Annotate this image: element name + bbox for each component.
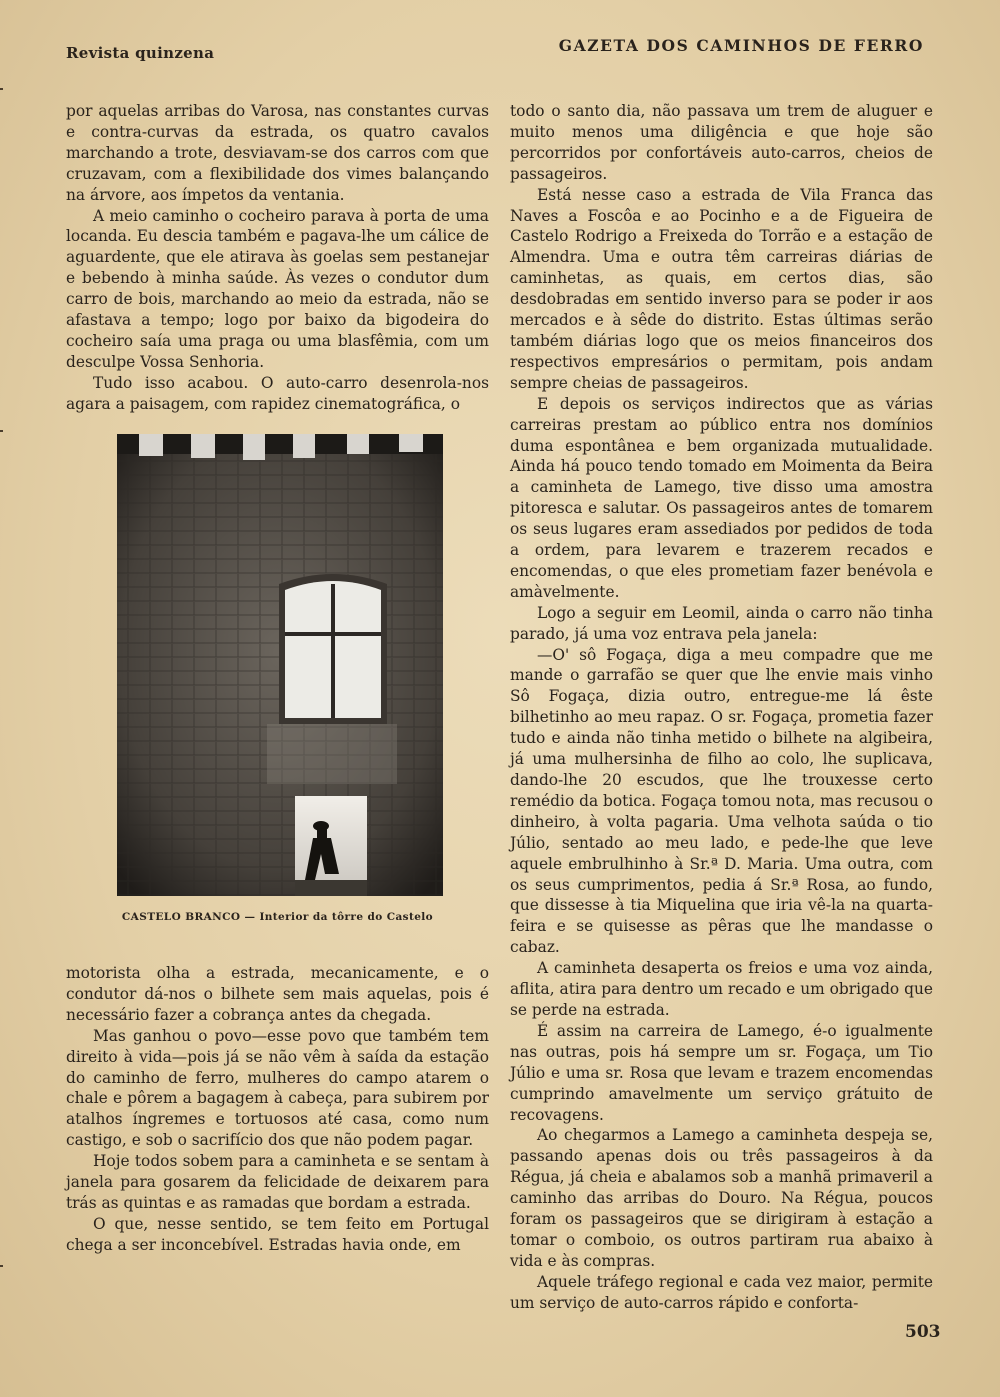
- castle-tower-photo: [117, 434, 443, 896]
- paragraph: Aquele tráfego regional e cada vez maior, permite um serviço de auto-carros rápido e conforta-: [510, 1272, 933, 1312]
- paragraph: É assim na carreira de Lamego, é-o igualmente nas outras, pois há sempre um sr. Fogaça, um Tio Júlio e uma sr. Rosa que levam e trazem encomendas cumprindo amavelmente um serviço grátuito de recovagens.: [510, 1021, 933, 1124]
- binding-mark: [0, 88, 3, 90]
- binding-mark: [0, 430, 3, 432]
- paragraph: Mas ganhou o povo—esse povo que também tem direito à vida—pois já se não vêm à saída da estação do caminho de ferro, mulheres do campo atarem o chale e pôrem a bagagem à cabeça, para subirem por atalhos íngremes e tortuosos até casa, como num castigo, e sob o sacrifício dos que não podem pagar.: [66, 1026, 489, 1150]
- paragraph: Ao chegarmos a Lamego a caminheta despeja se, passando apenas dois ou três passageiros à da Régua, já cheia e abalamos sob a manhã primaveril a caminho das arribas do Douro. Na Régua, poucos foram os passageiros que se dirigiram à estação a tomar o comboio, os outros partiram rua abaixo à vida e às compras.: [510, 1126, 933, 1270]
- paragraph: por aquelas arribas do Varosa, nas constantes curvas e contra-curvas da estrada, os quatro cavalos marchando a trote, desviavam-se dos carros com que cruzavam, com a flexibilidade dos vimes balançando na árvore, aos ímpetos da ventania.: [66, 102, 489, 204]
- paragraph: motorista olha a estrada, mecanicamente, e o condutor dá-nos o bilhete sem mais aquelas, pois é necessário fazer a cobrança antes da chegada.: [66, 964, 489, 1024]
- running-header-right: GAZETA DOS CAMINHOS DE FERRO: [558, 36, 924, 55]
- paragraph: Logo a seguir em Leomil, ainda o carro não tinha parado, já uma voz entrava pela janela:: [510, 603, 933, 643]
- paragraph: Tudo isso acabou. O auto-carro desenrola-nos agara a paisagem, com rapidez cinematográfica, o: [66, 373, 489, 413]
- page-number: 503: [905, 1322, 941, 1342]
- figure-caption: CASTELO BRANCO — Interior da tôrre do Castelo: [121, 911, 434, 923]
- paragraph: A caminheta desaperta os freios e uma voz ainda, aflita, atira para dentro um recado e um obrigado que se perde na estrada.: [510, 959, 933, 1019]
- running-header-left: Revista quinzena: [66, 44, 215, 62]
- paragraph: E depois os serviços indirectos que as várias carreiras prestam ao público entra nos domínios duma espontânea e bem organizada mutualidade. Ainda há pouco tendo tomado em Moimenta da Beira a caminheta de Lamego, tive disso uma amostra pitoresca e salutar. Os passageiros antes de tomarem os seus lugares eram assediados por pedidos de toda a ordem, para levarem e trazerem recados e encomendas, o que eles prometiam fazer benévola e amàvelmente.: [510, 394, 933, 601]
- paragraph: O que, nesse sentido, se tem feito em Portugal chega a ser inconcebível. Estradas havia onde, em: [66, 1214, 489, 1254]
- left-column-bottom: [66, 963, 489, 1256]
- paragraph: Hoje todos sobem para a caminheta e se sentam à janela para gosarem da felicidade de deixarem para trás as quintas e as ramadas que bordam a estrada.: [66, 1152, 489, 1212]
- left-column-top: [66, 101, 489, 415]
- paragraph: —O' sô Fogaça, diga a meu compadre que me mande o garrafão se quer que lhe envie mais vinho Sô Fogaça, dizia outro, entregue-me lá êste bilhetinho ao meu rapaz. O sr. Fogaça, prometia fazer tudo e ainda não tinha metido o bilhete na algibeira, já uma mulhersinha de filho ao colo, lhe suplicava, dando-lhe 20 escudos, que lhe trouxesse certo remédio da botica. Fogaça tomou nota, mas recusou o dinheiro, à volta pagaria. Uma velhota saúda o tio Júlio, sentado ao meu lado, e pede-lhe que leve aquele embrulhinho à Sr.ª D. Maria. Uma outra, com os seus cumprimentos, pedia á Sr.ª Rosa, ao fundo, que dissesse à tia Miquelina que iria vê-la na quarta-feira e se quisesse as pêras que lhe mandasse o cabaz.: [510, 645, 933, 957]
- right-column: [510, 101, 933, 1314]
- paragraph: todo o santo dia, não passava um trem de aluguer e muito menos uma diligência e que hoje são percorridos por confortáveis auto-carros, cheios de passageiros.: [510, 102, 933, 183]
- paragraph: A meio caminho o cocheiro parava à porta de uma locanda. Eu descia também e pagava-lhe um cálice de aguardente, que ele atirava às goelas sem pestanejar e bebendo à minha saúde. Às vezes o condutor dum carro de bois, marchando ao meio da estrada, não se afastava a tempo; logo por baixo da bigodeira do cocheiro saía uma praga ou uma blasfêmia, com um desculpe Vossa Senhoria.: [66, 206, 489, 371]
- paragraph: Está nesse caso a estrada de Vila Franca das Naves a Foscôa e ao Pocinho e a de Figueira de Castelo Rodrigo a Freixeda do Torrão e a estação de Almendra. Uma e outra têm carreiras diárias de caminhetas, as quais, em certos dias, são desdobradas em sentido inverso para se poder ir aos mercados e à sêde do distrito. Estas últimas serão também diárias logo que os meios financeiros dos respectivos empresários o permitam, pois andam sempre cheias de passageiros.: [510, 185, 933, 392]
- binding-mark: [0, 1265, 3, 1267]
